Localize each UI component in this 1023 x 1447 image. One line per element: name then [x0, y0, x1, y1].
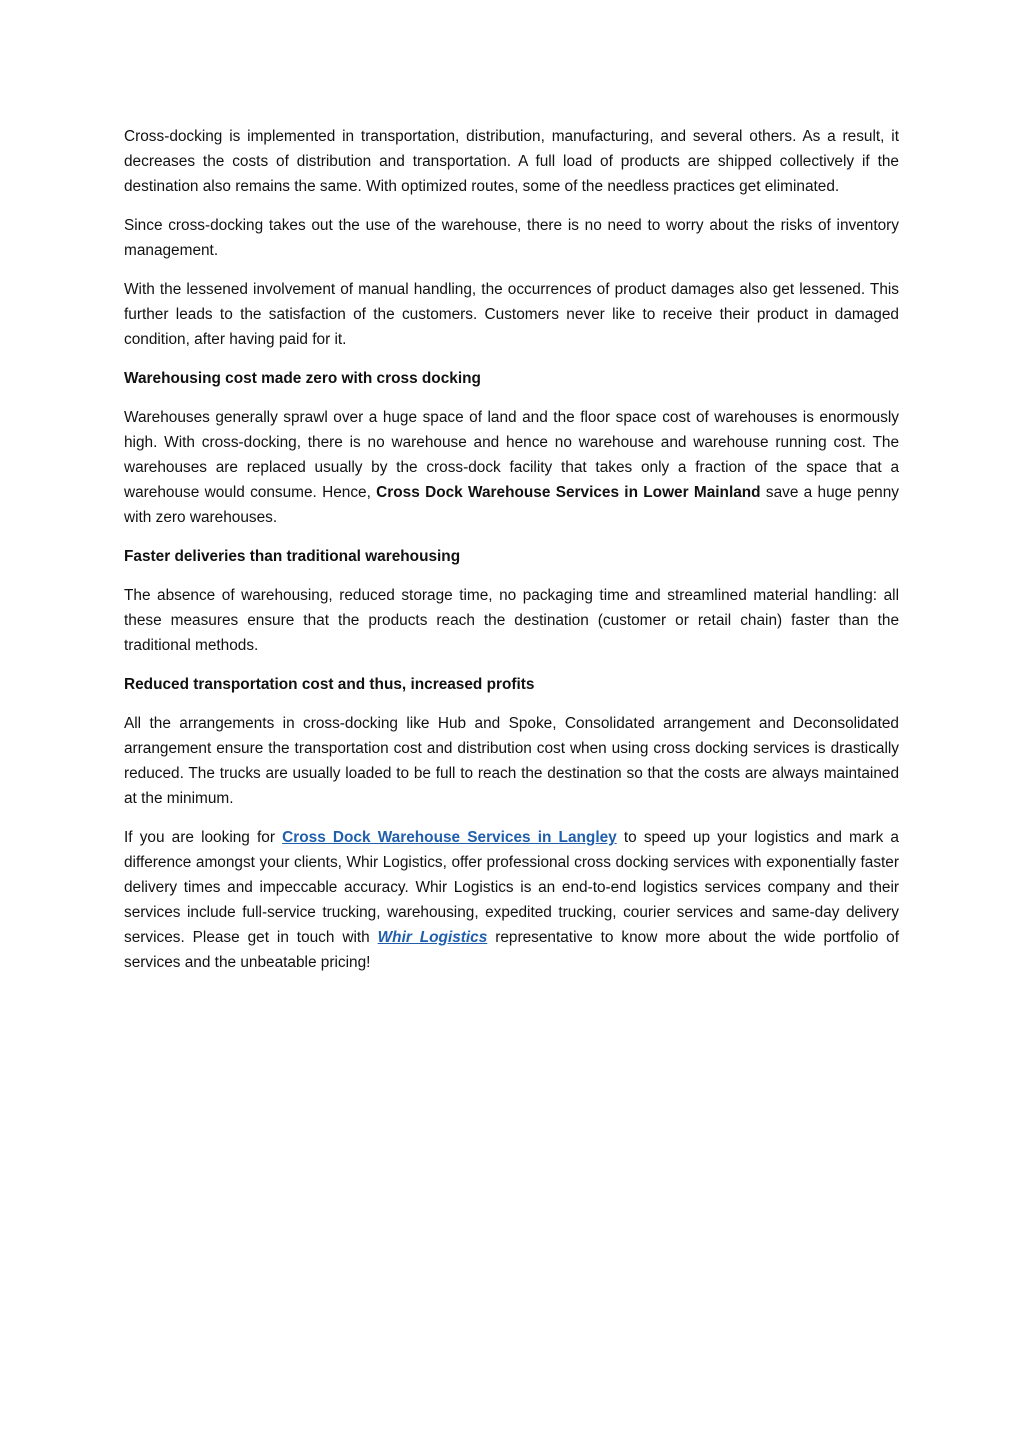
heading-faster-deliveries: Faster deliveries than traditional warehousing [124, 548, 461, 565]
bold-service-name: Cross Dock Warehouse Services in Lower Mainland [376, 484, 761, 501]
paragraph-text: Warehouses generally sprawl over a huge space of land and the floor space cost of warehouses is enormously high. With cross-docking, there is no warehouse and hence no warehouse and warehouse running cost. The warehouses are replaced usually by the cross-dock facility that takes only a fraction of the space that a warehouse would consume. Hence, [124, 409, 899, 501]
document-page [124, 124, 899, 989]
heading-reduced-transport-cost: Reduced transportation cost and thus, increased profits [124, 676, 535, 693]
link-cross-dock-langley[interactable]: Cross Dock Warehouse Services in Langley [282, 829, 617, 846]
paragraph-faster-deliveries: The absence of warehousing, reduced storage time, no packaging time and streamlined material handling: all these measures ensure that the products reach the destination (customer or retail chain) faster than the traditional methods. [124, 587, 899, 654]
paragraph-text: to speed up your logistics and mark a difference amongst your clients, Whir Logistics, offer professional cross docking services with exponentially faster delivery times and impeccable accuracy. Whir Logistics is an end-to-end logistics services company and their services include full-service trucking, warehousing, expedited trucking, courier services and same-day delivery services. Please get in touch with [124, 829, 899, 946]
heading-warehousing-cost: Warehousing cost made zero with cross docking [124, 370, 481, 387]
paragraph-reduced-transport-cost: All the arrangements in cross-docking like Hub and Spoke, Consolidated arrangement and Deconsolidated arrangement ensure the transportation cost and distribution cost when using cross docking services is drastically reduced. The trucks are usually loaded to be full to reach the destination so that the costs are always maintained at the minimum. [124, 715, 899, 807]
paragraph-warehousing-cost [124, 405, 899, 530]
paragraph-manual-handling: With the lessened involvement of manual handling, the occurrences of product damages also get lessened. This further leads to the satisfaction of the customers. Customers never like to receive their product in damaged condition, after having paid for it. [124, 281, 899, 348]
paragraph-cross-docking-intro: Cross-docking is implemented in transportation, distribution, manufacturing, and several others. As a result, it decreases the costs of distribution and transportation. A full load of products are shipped collectively if the destination also remains the same. With optimized routes, some of the needless practices get eliminated. [124, 128, 899, 195]
paragraph-inventory-risk: Since cross-docking takes out the use of the warehouse, there is no need to worry about the risks of inventory management. [124, 217, 899, 259]
paragraph-text: If you are looking for [124, 829, 283, 846]
paragraph-contact [124, 825, 899, 975]
paragraph-text: save a huge penny with zero warehouses. [124, 484, 899, 526]
link-whir-logistics[interactable]: Whir Logistics [377, 929, 488, 946]
paragraph-text: representative to know more about the wide portfolio of services and the unbeatable pricing! [124, 929, 900, 971]
